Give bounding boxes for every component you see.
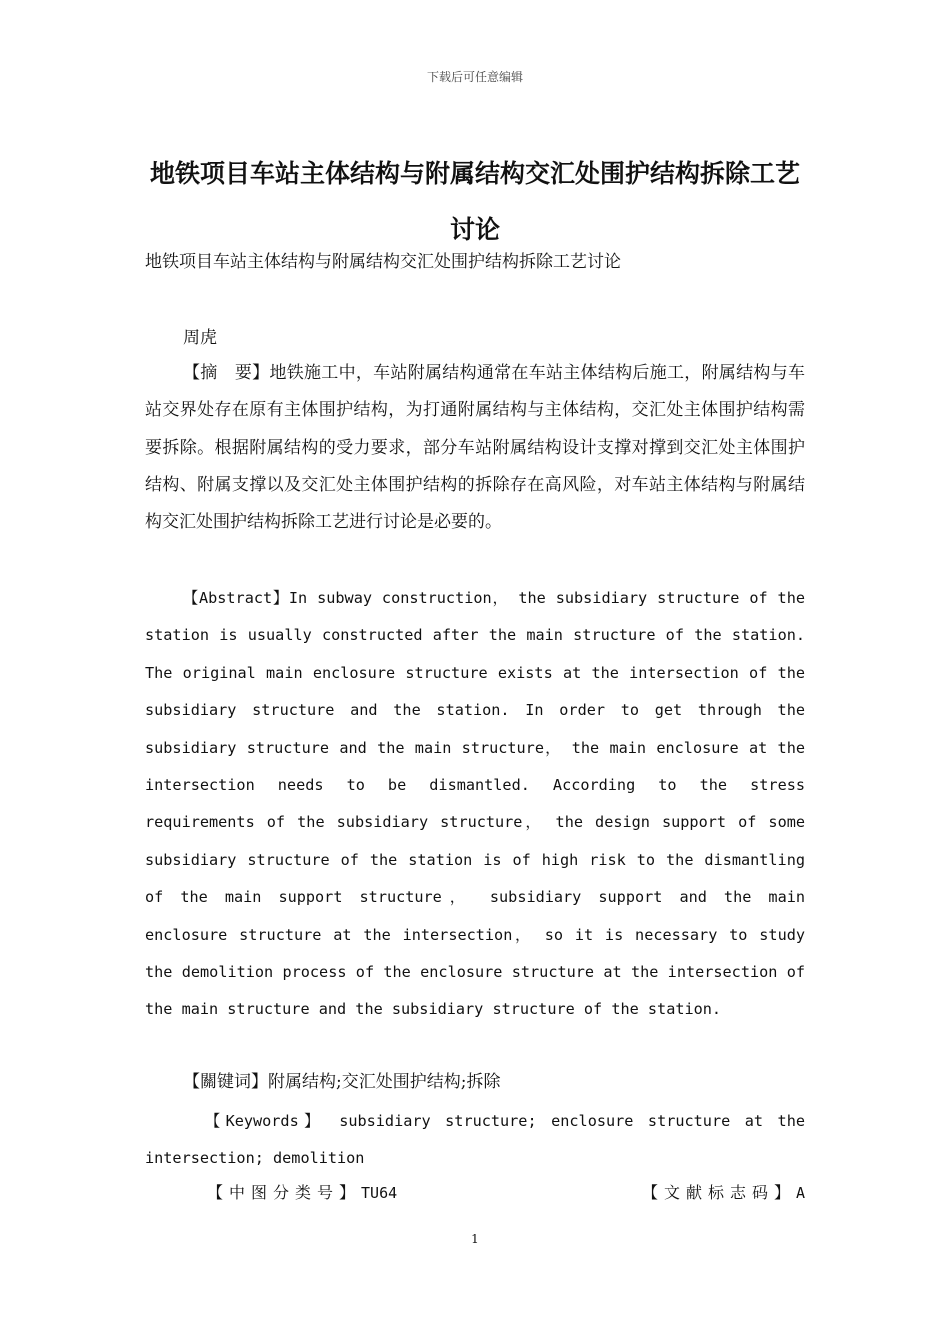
doc-code-label: 【文献标志码】 bbox=[641, 1183, 796, 1202]
classification-code bbox=[207, 1180, 397, 1203]
header-note: 下载后可任意编辑 bbox=[426, 70, 523, 84]
abstract-cn-label: 【摘 要】 bbox=[183, 363, 270, 383]
doc-code-value: A bbox=[795, 1184, 805, 1202]
document-code bbox=[642, 1180, 805, 1203]
abstract-en-label: 【Abstract】 bbox=[183, 589, 289, 607]
keywords-en bbox=[145, 1103, 805, 1178]
document-title: 地铁项目车站主体结构与附属结构交汇处围护结构拆除工艺讨论 bbox=[149, 159, 800, 244]
keywords-en-text: subsidiary structure; enclosure structure at the intersection; demolition bbox=[145, 1112, 805, 1168]
keywords-cn-text: 附属结构;交汇处围护结构;拆除 bbox=[268, 1072, 501, 1092]
abstract-cn bbox=[145, 355, 805, 541]
keywords-cn bbox=[183, 1067, 500, 1097]
classification-label: 【中图分类号】 bbox=[207, 1183, 362, 1202]
abstract-cn-text: 地铁施工中，车站附属结构通常在车站主体结构后施工，附属结构与车站交界处存在原有主体围护结构，为打通附属结构与主体结构，交汇处主体围护结构需要拆除。根据附属结构的受力要求，部分车站附属结构设计支撑对撑到交汇处主体围护结构、附属支撑以及交汇处主体围护结构的拆除存在高风险，对车站主体结构与附属结构交汇处围护结构拆除工艺进行讨论是必要的。 bbox=[145, 363, 806, 533]
abstract-en-text: In subway construction， the subsidiary structure of the station is usually constructed after the main structure of the station. The original main enclosure structure exists at the intersection of the subsidiary structure and the station. In order to get through the subsidiary structure and the main structure， the main enclosure at the intersection needs to be dismantled. According to the stress requirements of the subsidiary structure， the design support of some subsidiary structure of the station is of high risk to the dismantling of the main support structure， subsidiary support and the main enclosure structure at the intersection， so it is necessary to study the demolition process of the enclosure structure at the intersection of the main structure and the subsidiary structure of the station. bbox=[145, 589, 805, 1019]
keywords-cn-label: 【關键词】 bbox=[183, 1072, 268, 1092]
document-subtitle: 地铁项目车站主体结构与附属结构交汇处围护结构拆除工艺讨论 bbox=[145, 252, 621, 272]
author-name: 周虎 bbox=[183, 328, 217, 348]
classification-value: TU64 bbox=[361, 1184, 398, 1202]
keywords-en-label: 【Keywords】 bbox=[205, 1112, 325, 1130]
abstract-en bbox=[145, 580, 805, 1029]
page-number: 1 bbox=[471, 1232, 479, 1246]
